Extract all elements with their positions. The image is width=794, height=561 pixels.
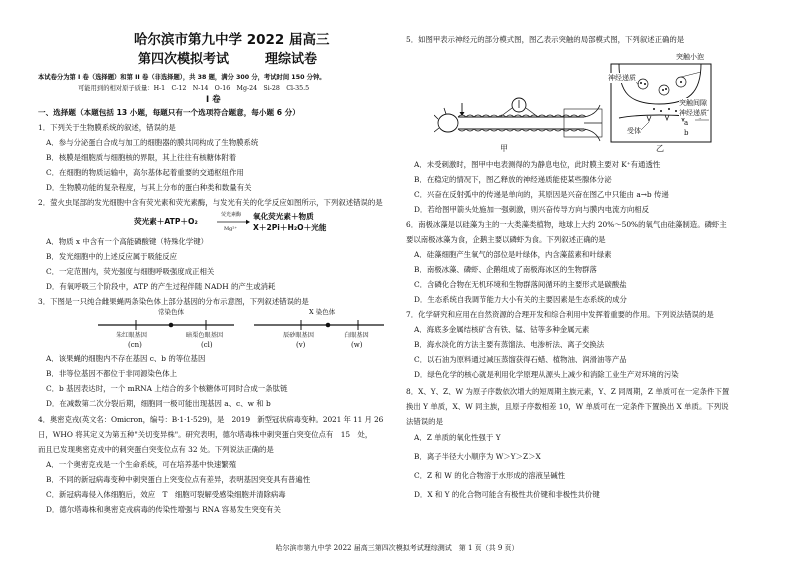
q2-option-a: A．物质 x 中含有一个高能磷酸键（特殊化学键） bbox=[46, 237, 209, 246]
q3-gene-v-symbol: (v) bbox=[296, 341, 306, 349]
q5-option-a: A．未受刺激时，图甲中电表测得的为静息电位，此时膜主要对 K⁺有通透性 bbox=[414, 160, 661, 169]
q4-stem-line1: 4．奥密克戎(英文名：Omicron，编号：B·1·1·529)，是 2019 新型冠状病毒变种。2021 年 11 月 26 bbox=[38, 415, 384, 424]
q3-gene-cl-symbol: (cl) bbox=[201, 341, 213, 349]
q8-option-a: A．Z 单质的氧化性强于 Y bbox=[414, 433, 501, 442]
q3-autosome-label: 常染色体 bbox=[158, 308, 184, 316]
q5-label-transmitter2: 神经递质 bbox=[679, 109, 707, 117]
q3-option-d: D．在减数第二次分裂后期，细胞同一极可能出现基因 a、c、w 和 b bbox=[46, 399, 271, 408]
q1-option-a: A．参与分泌蛋白合成与加工的细胞器的膜共同构成了生物膜系统 bbox=[46, 138, 259, 147]
q6-option-a: A．硅藻细胞产生氧气的部位是叶绿体，内含藻蓝素和叶绿素 bbox=[414, 250, 612, 259]
q4-option-d: D．德尔塔毒株和奥密克戎病毒的传染性增强与 RNA 容易发生突变有关 bbox=[46, 505, 281, 514]
q5-label-vesicle: 突触小泡 bbox=[676, 53, 704, 61]
q2-option-d: D．有氧呼吸三个阶段中，ATP 的产生过程伴随 NADH 的产生或消耗 bbox=[46, 282, 276, 291]
q6-stem-line2: 要以南极冰藻为食，企鹅主要以磷虾为食。下列叙述正确的是 bbox=[406, 235, 606, 244]
q5-label-jia: 甲 bbox=[500, 144, 508, 153]
q3-option-a: A．该果蝇的细胞内不存在基因 c、b 的等位基因 bbox=[46, 354, 206, 363]
q3-x-chromosome-label: X 染色体 bbox=[309, 308, 336, 316]
q5-label-cleft: 突触间隙 bbox=[679, 99, 707, 107]
q4-option-c: C．新冠病毒侵入体细胞后，效应 T 细胞可裂解受感染细胞并清除病毒 bbox=[46, 490, 286, 499]
q2-option-b: B．发光细胞中的上述反应属于吸能反应 bbox=[46, 252, 178, 261]
q2-equation-right1: 氧化荧光素＋物质 bbox=[253, 212, 314, 221]
section-heading: 一、选择题（本题包括 13 小题，每题只有一个选项符合题意，每小题 6 分） bbox=[38, 108, 300, 117]
exam-info-line1: 本试卷分为第 I 卷（选择题）和第 II 卷（非选择题），共 38 题，满分 300 分，考试时间 150 分钟。 bbox=[38, 74, 326, 81]
q8-option-b: B．离子半径大小顺序为 W＞Y＞Z＞X bbox=[414, 452, 541, 461]
q6-stem-line1: 6．南极冰藻是以硅藻为主的一大类藻类植物，地球上大约 20%～50%的氧气由硅藻制造。磷虾主 bbox=[406, 220, 727, 229]
q2-equation-left: 荧光素＋ATP＋O₂ bbox=[134, 217, 198, 226]
q3-gene-cn-symbol: (cn) bbox=[128, 341, 142, 349]
q3-option-b: B．非等位基因不都位于非同源染色体上 bbox=[46, 369, 178, 378]
q7-stem: 7．化学研究和应用在自然资源的合理开发和综合利用中发挥着重要的作用。下列说法错误的是 bbox=[406, 310, 714, 319]
exam-title-line2a: 第四次模拟考试 bbox=[138, 52, 230, 67]
q8-option-d: D．X 和 Y 的化合物可能含有极性共价键和非极性共价键 bbox=[414, 490, 600, 499]
q2-option-c: C．一定范围内，荧光强度与细胞呼吸强度成正相关 bbox=[46, 267, 215, 276]
q2-reaction-arrow bbox=[216, 219, 250, 225]
exam-info-line2: 可能用到的相对原子质量：H-1 C-12 N-14 O-16 Mg-24 Si-28 Cl-35.5 bbox=[78, 85, 310, 92]
q8-option-c: C．Z 和 W 的化合物溶于水形成的溶液呈碱性 bbox=[414, 471, 566, 480]
exam-title-line2b: 理综试卷 bbox=[265, 52, 318, 67]
volume-label: Ⅰ 卷 bbox=[206, 95, 221, 105]
q5-label-transmitter: 神经递质 bbox=[608, 74, 636, 82]
q1-option-b: B．核膜是细胞质与细胞核的界限，其上往往有核糖体附着 bbox=[46, 153, 237, 162]
q3-gene-w-symbol: (w) bbox=[351, 341, 363, 349]
q8-stem-line1: 8．X、Y、Z、W 为原子序数依次增大的短周期主族元素，Y、Z 同周期，Z 单质可在一定条件下置 bbox=[406, 387, 730, 396]
q3-gene-cn-label: 朱红眼基因 bbox=[116, 332, 147, 339]
q1-option-c: C．在细胞的物质运输中，高尔基体起着重要的交通枢纽作用 bbox=[46, 168, 244, 177]
q4-stem-line3: 而且已发现奥密克戎中的刺突蛋白突变位点有 32 处。下列说法正确的是 bbox=[38, 445, 274, 454]
q7-option-d: D．绿色化学的核心就是利用化学原理从源头上减少和消除工业生产对环境的污染 bbox=[414, 370, 679, 379]
q5-option-c: C．兴奋在反射弧中的传递是单向的，其原因是兴奋在图乙中只能由 a→b 传递 bbox=[414, 190, 669, 199]
q4-option-a: A．一个奥密克戎是一个生命系统，可在培养基中快速繁殖 bbox=[46, 460, 237, 469]
q5-option-d: D．若给图甲箭头处施加一强刺激，则兴奋传导方向与膜内电流方向相反 bbox=[414, 205, 650, 214]
q5-label-b: b bbox=[684, 129, 689, 137]
q6-option-b: B．南极冰藻、磷虾、企鹅组成了南极海冰区的生物群落 bbox=[414, 265, 597, 274]
q5-stem: 5．如图甲表示神经元的部分模式图，图乙表示突触的局部模式图，下列叙述正确的是 bbox=[406, 35, 685, 44]
q5-label-a: a bbox=[684, 119, 689, 127]
q1-option-d: D．生物膜功能的复杂程度，与其上分布的蛋白种类和数量有关 bbox=[46, 183, 252, 192]
page-footer: 哈尔滨市第九中学 2022 届高三第四次模拟考试理综测试 第 1 页（共 9 页） bbox=[275, 544, 519, 552]
q6-option-d: D．生态系统自我调节能力大小有关的主要因素是生态系统的成分 bbox=[414, 295, 627, 304]
q5-figure-neuron bbox=[434, 95, 604, 145]
q6-option-c: C．含磷化合物在无机环境和生物群落间循环的主要形式是碳酸盐 bbox=[414, 280, 627, 289]
q2-equation-right2: X＋2Pi＋H₂O＋光能 bbox=[253, 223, 327, 232]
q3-stem: 3．下图是一只纯合雌果蝇两条染色体上部分基因的分布示意图，下列叙述错误的是 bbox=[38, 297, 309, 306]
q5-option-b: B．在稳定的情况下，图乙释放的神经递质能使某些腺体分泌 bbox=[414, 175, 612, 184]
q8-stem-line2: 换出 Y 单质，X、W 同主族，且原子序数相差 10，W 单质可在一定条件下置换出 X 单质。下列说 bbox=[406, 402, 729, 411]
exam-title-line1: 哈尔滨市第九中学 2022 届高三 bbox=[134, 32, 330, 48]
q3-gene-v-label: 辰砂眼基因 bbox=[283, 332, 314, 339]
q7-option-b: B．海水淡化的方法主要有蒸馏法、电渗析法、离子交换法 bbox=[414, 340, 605, 349]
q4-stem-line2: 日，WHO 将其定义为第五种"关切变异株"。研究表明，德尔塔毒株中刺突蛋白突变位点有 15 处， bbox=[38, 430, 373, 439]
q5-label-yi: 乙 bbox=[656, 144, 664, 153]
q3-gene-w-label: 白眼基因 bbox=[344, 332, 369, 339]
q7-option-a: A．海底多金属结核矿含有铁、锰、钴等多种金属元素 bbox=[414, 325, 590, 334]
q5-label-receptor: 受体 bbox=[627, 127, 641, 135]
q2-stem: 2．萤火虫尾部的发光细胞中含有荧光素和荧光素酶，与发光有关的化学反应如图所示，下列叙述错误的是 bbox=[38, 198, 383, 207]
q2-equation-cofactor: Mg²⁺ bbox=[224, 226, 237, 232]
q4-option-b: B．不同的新冠病毒变种中刺突蛋白上突变位点有差异，表明基因突变具有普遍性 bbox=[46, 475, 311, 484]
q2-equation-enzyme: 荧光素酶 bbox=[221, 212, 242, 218]
q1-stem: 1．下列关于生物膜系统的叙述，错误的是 bbox=[38, 123, 176, 132]
q7-option-c: C．以石油为原料通过减压蒸馏获得石蜡、植物油、润滑油等产品 bbox=[414, 355, 627, 364]
q3-option-c: C．b 基因表达时，一个 mRNA 上结合的多个核糖体可同时合成一条肽链 bbox=[46, 384, 288, 393]
q8-stem-line3: 法错误的是 bbox=[406, 417, 443, 426]
q3-gene-cl-label: 暗栗色眼基因 bbox=[186, 332, 224, 339]
